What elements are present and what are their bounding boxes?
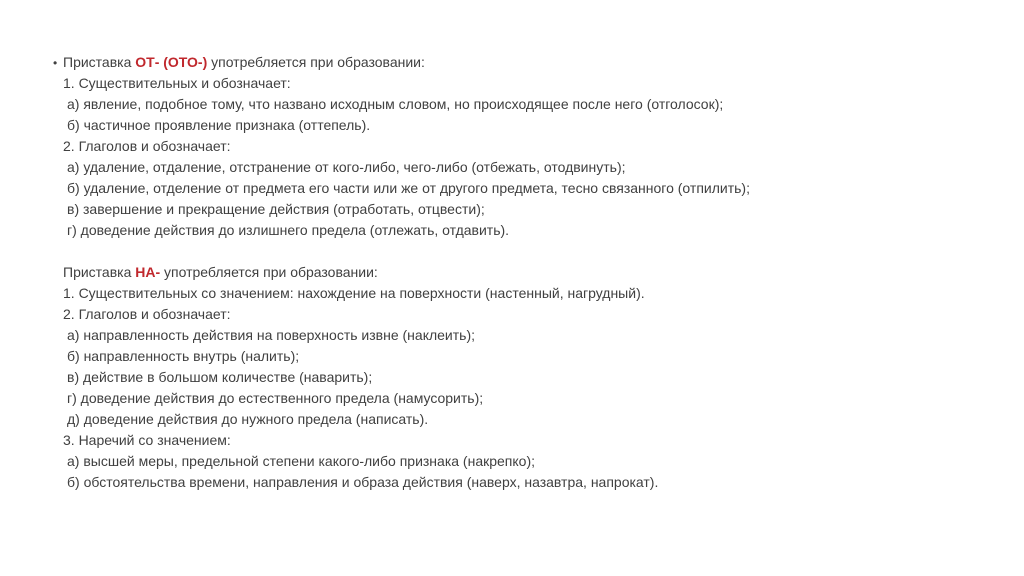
section2-prefix: НА- [135,264,161,280]
section2-item-3: 3. Наречий со значением: [63,432,231,448]
section1-item-2: 2. Глаголов и обозначает: [63,138,231,154]
section2-item-3a: а) высшей меры, предельной степени какого-либо признака (накрепко); [67,453,536,469]
section1-item-2b: б) удаление, отделение от предмета его части или же от другого предмета, тесно связанного (отпилить); [67,180,750,196]
slide-content [53,52,993,493]
section1-intro-before: Приставка [63,54,136,70]
section2-item-2b: б) направленность внутрь (налить); [67,348,300,364]
bullet-icon: • [53,56,58,70]
section1-prefix: ОТ- (ОТО-) [135,54,208,70]
section1-item-2d: г) доведение действия до излишнего предела (отлежать, отдавить). [67,222,510,238]
section2-item-2a: а) направленность действия на поверхность извне (наклеить); [67,327,476,343]
section2-item-2e: д) доведение действия до нужного предела (написать). [67,411,429,427]
section1-item-1b: б) частичное проявление признака (оттепель). [67,117,371,133]
section2-intro [53,262,993,283]
section1-item-1a: а) явление, подобное тому, что названо исходным словом, но происходящее после него (отголосок); [67,96,724,112]
section2-intro-before: Приставка [63,264,136,280]
section2-item-2d: г) доведение действия до естественного предела (намусорить); [67,390,484,406]
section2-item-1: 1. Существительных со значением: нахождение на поверхности (настенный, нагрудный). [63,285,645,301]
spacer [53,241,993,262]
section1-item-1: 1. Существительных и обозначает: [63,75,291,91]
section2-item-2: 2. Глаголов и обозначает: [63,306,231,322]
section1-intro-after: употребляется при образовании: [207,54,425,70]
section1-item-2c: в) завершение и прекращение действия (отработать, отцвести); [67,201,485,217]
section2-item-3b: б) обстоятельства времени, направления и образа действия (наверх, назавтра, напрокат). [67,474,659,490]
section2-item-2c: в) действие в большом количестве (наварить); [67,369,373,385]
section1-item-2a: а) удаление, отдаление, отстранение от кого-либо, чего-либо (отбежать, отодвинуть); [67,159,626,175]
section1-intro [53,52,993,73]
section2-intro-after: употребляется при образовании: [160,264,378,280]
